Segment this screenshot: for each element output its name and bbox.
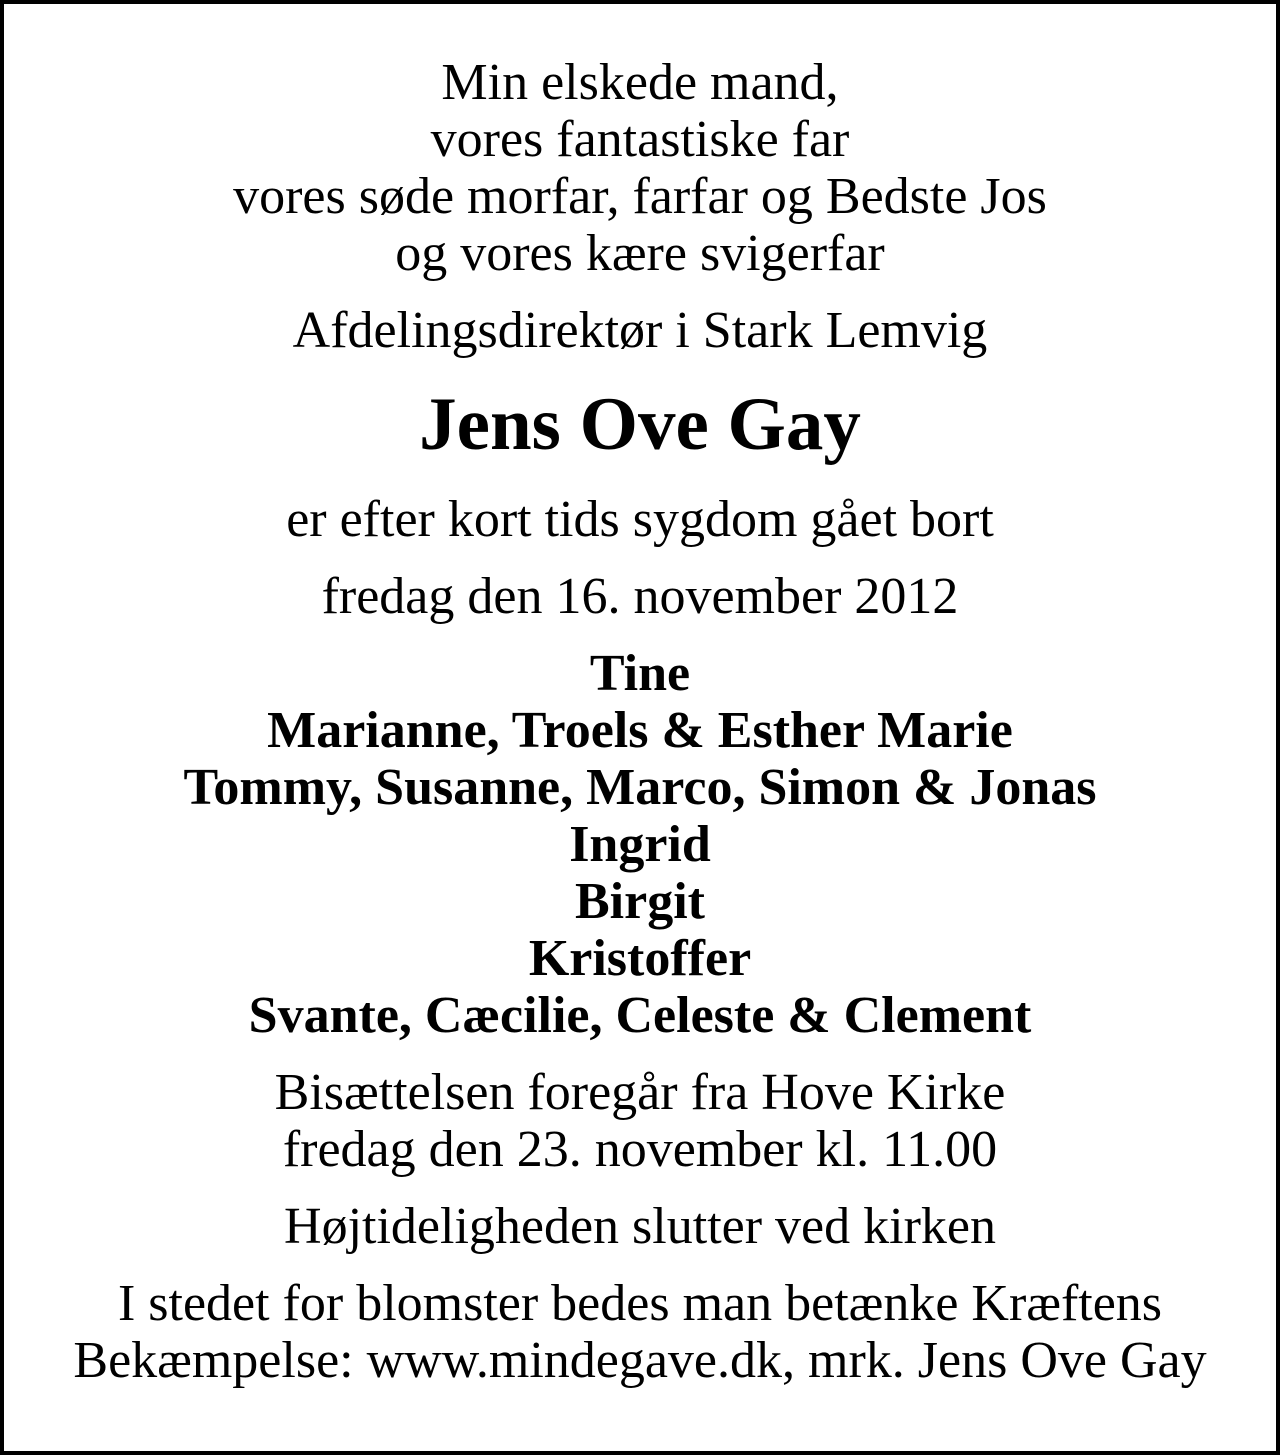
intro-line: vores fantastiske far [430, 111, 850, 168]
intro-line: og vores kære svigerfar [395, 225, 885, 282]
ceremony-line: fredag den 23. november kl. 11.00 [282, 1121, 998, 1178]
donation-request [4, 1275, 1276, 1389]
family-name-line: Kristoffer [528, 930, 752, 987]
deceased-name-text: Jens Ove Gay [419, 383, 861, 466]
family-name-line: Marianne, Troels & Esther Marie [267, 702, 1013, 759]
death-date [4, 568, 1276, 625]
death-statement-line: er efter kort tids sygdom gået bort [286, 491, 994, 548]
donation-line: I stedet for blomster bedes man betænke Kræftens [117, 1275, 1163, 1332]
family-name-line: Svante, Cæcilie, Celeste & Clement [248, 987, 1032, 1044]
ceremony-line: Bisættelsen foregår fra Hove Kirke [274, 1064, 1006, 1121]
death-statement [4, 491, 1276, 548]
job-title [4, 302, 1276, 359]
closing-note [4, 1198, 1276, 1255]
family-name-line: Birgit [575, 873, 705, 930]
ceremony-info [4, 1064, 1276, 1178]
donation-line: Bekæmpelse: www.mindegave.dk, mrk. Jens Ove Gay [73, 1332, 1207, 1389]
family-name-line: Ingrid [569, 816, 711, 873]
family-name-line: Tine [589, 645, 691, 702]
family-names [4, 645, 1276, 1044]
intro-text [4, 54, 1276, 282]
deceased-name [4, 383, 1276, 467]
family-name-line: Tommy, Susanne, Marco, Simon & Jonas [183, 759, 1097, 816]
job-title-line: Afdelingsdirektør i Stark Lemvig [292, 302, 988, 359]
death-date-line: fredag den 16. november 2012 [321, 568, 959, 625]
intro-line: vores søde morfar, farfar og Bedste Jos [233, 168, 1047, 225]
closing-line: Højtideligheden slutter ved kirken [284, 1198, 996, 1255]
intro-line: Min elskede mand, [441, 54, 839, 111]
